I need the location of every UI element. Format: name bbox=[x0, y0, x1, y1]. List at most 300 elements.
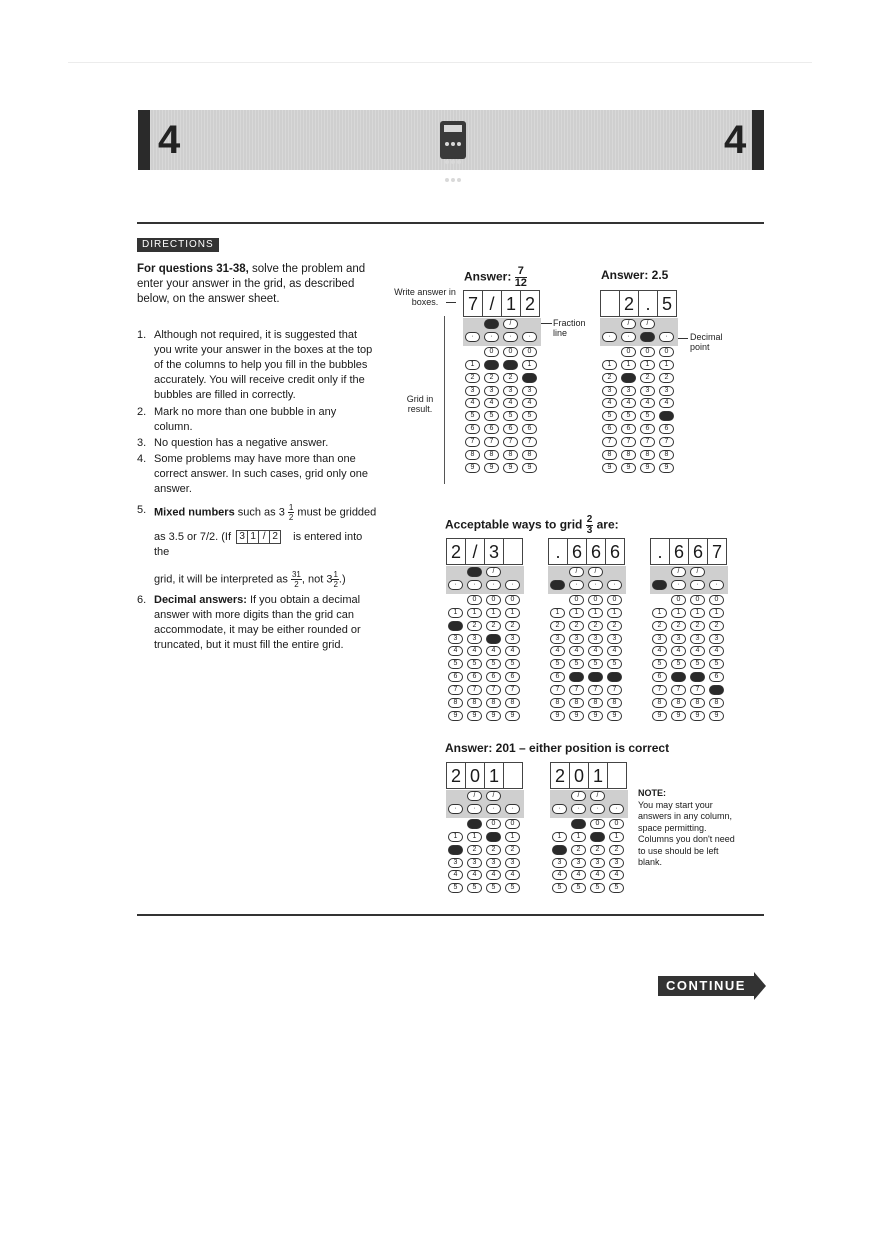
digit-bubble-6[interactable]: 6 bbox=[659, 424, 674, 434]
digit-bubble-3[interactable]: 3 bbox=[505, 634, 520, 644]
digit-bubble-8[interactable]: 8 bbox=[448, 698, 463, 708]
digit-bubble-6[interactable]: 6 bbox=[467, 672, 482, 682]
digit-bubble-6[interactable]: 6 bbox=[652, 672, 667, 682]
decimal-bubble[interactable]: · bbox=[569, 580, 584, 590]
digit-bubble-1[interactable]: 1 bbox=[690, 608, 705, 618]
digit-bubble-2[interactable]: 2 bbox=[671, 621, 686, 631]
digit-bubble-9[interactable]: 9 bbox=[467, 711, 482, 721]
digit-bubble-9[interactable]: 9 bbox=[607, 711, 622, 721]
digit-bubble-1[interactable]: 1 bbox=[550, 608, 565, 618]
digit-bubble-3[interactable]: 3 bbox=[621, 386, 636, 396]
digit-bubble-9[interactable]: 9 bbox=[602, 463, 617, 473]
digit-bubble-5[interactable]: 5 bbox=[522, 411, 537, 421]
digit-bubble-5[interactable]: 5 bbox=[588, 659, 603, 669]
digit-bubble-0[interactable]: 0 bbox=[590, 819, 605, 829]
digit-bubble-4[interactable]: 4 bbox=[588, 646, 603, 656]
write-answer-label: Write answer in boxes. bbox=[394, 287, 456, 307]
acceptable-heading bbox=[445, 515, 619, 536]
digit-bubble-7[interactable]: 7 bbox=[465, 437, 480, 447]
digit-bubble-5[interactable]: 5 bbox=[659, 411, 674, 421]
slash-bubble[interactable]: / bbox=[590, 791, 605, 801]
slash-bubble[interactable]: / bbox=[486, 791, 501, 801]
digit-bubble-5[interactable]: 5 bbox=[621, 411, 636, 421]
digit-bubble-2[interactable]: 2 bbox=[640, 373, 655, 383]
slash-bubble[interactable]: / bbox=[467, 567, 482, 577]
decimal-bubble[interactable]: · bbox=[621, 332, 636, 342]
mini-box: / bbox=[258, 530, 270, 544]
digit-bubble-1[interactable]: 1 bbox=[569, 608, 584, 618]
digit-bubble-3[interactable]: 3 bbox=[590, 858, 605, 868]
digit-bubble-6[interactable]: 6 bbox=[465, 424, 480, 434]
digit-bubble-6[interactable]: 6 bbox=[621, 424, 636, 434]
digit-bubble-4[interactable]: 4 bbox=[465, 398, 480, 408]
digit-bubble-4[interactable]: 4 bbox=[607, 646, 622, 656]
digit-bubble-2[interactable]: 2 bbox=[571, 845, 586, 855]
answer-box: 6 bbox=[586, 538, 606, 565]
digit-bubble-5[interactable]: 5 bbox=[486, 659, 501, 669]
digit-bubble-2[interactable]: 2 bbox=[602, 373, 617, 383]
digit-bubble-8[interactable]: 8 bbox=[659, 450, 674, 460]
digit-bubble-2[interactable]: 2 bbox=[588, 621, 603, 631]
digit-bubble-1[interactable]: 1 bbox=[522, 360, 537, 370]
answer-box: 6 bbox=[605, 538, 625, 565]
digit-bubble-6[interactable]: 6 bbox=[671, 672, 686, 682]
digit-bubble-9[interactable]: 9 bbox=[522, 463, 537, 473]
decimal-bubble[interactable]: · bbox=[607, 580, 622, 590]
digit-bubble-7[interactable]: 7 bbox=[486, 685, 501, 695]
decimal-bubble[interactable]: · bbox=[709, 580, 724, 590]
digit-bubble-1[interactable]: 1 bbox=[588, 608, 603, 618]
digit-bubble-4[interactable]: 4 bbox=[609, 870, 624, 880]
digit-bubble-2[interactable]: 2 bbox=[505, 845, 520, 855]
digit-bubble-4[interactable]: 4 bbox=[484, 398, 499, 408]
digit-bubble-2[interactable]: 2 bbox=[467, 845, 482, 855]
digit-bubble-3[interactable]: 3 bbox=[503, 386, 518, 396]
decimal-bubble[interactable]: · bbox=[640, 332, 655, 342]
digit-bubble-7[interactable]: 7 bbox=[503, 437, 518, 447]
digit-bubble-3[interactable]: 3 bbox=[486, 634, 501, 644]
digit-bubble-4[interactable]: 4 bbox=[659, 398, 674, 408]
digit-bubble-1[interactable]: 1 bbox=[671, 608, 686, 618]
digit-bubble-9[interactable]: 9 bbox=[484, 463, 499, 473]
digit-bubble-6[interactable]: 6 bbox=[484, 424, 499, 434]
digit-bubble-7[interactable]: 7 bbox=[505, 685, 520, 695]
digit-bubble-5[interactable]: 5 bbox=[709, 659, 724, 669]
digit-bubble-3[interactable]: 3 bbox=[550, 634, 565, 644]
digit-bubble-3[interactable]: 3 bbox=[484, 386, 499, 396]
digit-bubble-4[interactable]: 4 bbox=[709, 646, 724, 656]
digit-bubble-8[interactable]: 8 bbox=[503, 450, 518, 460]
digit-bubble-0[interactable]: 0 bbox=[505, 595, 520, 605]
decimal-bubble[interactable]: · bbox=[652, 580, 667, 590]
digit-bubble-5[interactable]: 5 bbox=[640, 411, 655, 421]
digit-bubble-3[interactable]: 3 bbox=[640, 386, 655, 396]
digit-bubble-0[interactable]: 0 bbox=[640, 347, 655, 357]
decimal-bubble[interactable]: · bbox=[590, 804, 605, 814]
digit-bubble-2[interactable]: 2 bbox=[569, 621, 584, 631]
digit-bubble-2[interactable]: 2 bbox=[486, 621, 501, 631]
digit-bubble-5[interactable]: 5 bbox=[448, 659, 463, 669]
digit-bubble-6[interactable]: 6 bbox=[640, 424, 655, 434]
digit-bubble-9[interactable]: 9 bbox=[671, 711, 686, 721]
digit-bubble-4[interactable]: 4 bbox=[690, 646, 705, 656]
digit-bubble-7[interactable]: 7 bbox=[569, 685, 584, 695]
digit-bubble-6[interactable]: 6 bbox=[569, 672, 584, 682]
digit-bubble-0[interactable]: 0 bbox=[486, 595, 501, 605]
digit-bubble-5[interactable]: 5 bbox=[465, 411, 480, 421]
digit-bubble-7[interactable]: 7 bbox=[709, 685, 724, 695]
digit-bubble-1[interactable]: 1 bbox=[503, 360, 518, 370]
digit-bubble-2[interactable]: 2 bbox=[621, 373, 636, 383]
digit-bubble-8[interactable]: 8 bbox=[550, 698, 565, 708]
digit-bubble-7[interactable]: 7 bbox=[448, 685, 463, 695]
decimal-bubble[interactable]: · bbox=[522, 332, 537, 342]
digit-bubble-4[interactable]: 4 bbox=[640, 398, 655, 408]
slash-bubble[interactable]: / bbox=[503, 319, 518, 329]
digit-bubble-6[interactable]: 6 bbox=[522, 424, 537, 434]
digit-bubble-8[interactable]: 8 bbox=[652, 698, 667, 708]
digit-bubble-5[interactable]: 5 bbox=[671, 659, 686, 669]
digit-bubble-2[interactable]: 2 bbox=[484, 373, 499, 383]
digit-bubble-0[interactable]: 0 bbox=[690, 595, 705, 605]
list-item bbox=[137, 328, 377, 403]
digit-bubble-3[interactable]: 3 bbox=[588, 634, 603, 644]
digit-bubble-2[interactable]: 2 bbox=[505, 621, 520, 631]
digit-bubble-9[interactable]: 9 bbox=[569, 711, 584, 721]
digit-bubble-1[interactable]: 1 bbox=[640, 360, 655, 370]
digit-bubble-2[interactable]: 2 bbox=[465, 373, 480, 383]
digit-bubble-3[interactable]: 3 bbox=[671, 634, 686, 644]
bottom-divider bbox=[137, 914, 764, 916]
digit-bubble-2[interactable]: 2 bbox=[503, 373, 518, 383]
digit-bubble-4[interactable]: 4 bbox=[503, 398, 518, 408]
digit-bubble-8[interactable]: 8 bbox=[522, 450, 537, 460]
digit-bubble-9[interactable]: 9 bbox=[659, 463, 674, 473]
item-number: 3. bbox=[137, 437, 147, 449]
digit-bubble-5[interactable]: 5 bbox=[505, 883, 520, 893]
digit-bubble-6[interactable]: 6 bbox=[588, 672, 603, 682]
decimal-bubble[interactable]: · bbox=[571, 804, 586, 814]
digit-bubble-1[interactable]: 1 bbox=[607, 608, 622, 618]
digit-bubble-0[interactable]: 0 bbox=[607, 595, 622, 605]
digit-bubble-2[interactable]: 2 bbox=[590, 845, 605, 855]
digit-bubble-2[interactable]: 2 bbox=[659, 373, 674, 383]
digit-bubble-5[interactable]: 5 bbox=[602, 411, 617, 421]
slash-bubble[interactable]: / bbox=[571, 791, 586, 801]
decimal-bubble[interactable]: · bbox=[690, 580, 705, 590]
decimal-bubble[interactable]: · bbox=[602, 332, 617, 342]
digit-bubble-3[interactable]: 3 bbox=[448, 634, 463, 644]
digit-bubble-2[interactable]: 2 bbox=[550, 621, 565, 631]
digit-bubble-9[interactable]: 9 bbox=[640, 463, 655, 473]
digit-bubble-1[interactable]: 1 bbox=[505, 832, 520, 842]
decimal-bubble[interactable]: · bbox=[552, 804, 567, 814]
digit-bubble-0[interactable]: 0 bbox=[621, 347, 636, 357]
digit-bubble-3[interactable]: 3 bbox=[522, 386, 537, 396]
decimal-bubble[interactable]: · bbox=[609, 804, 624, 814]
digit-bubble-2[interactable]: 2 bbox=[690, 621, 705, 631]
digit-bubble-0[interactable]: 0 bbox=[588, 595, 603, 605]
digit-bubble-1[interactable]: 1 bbox=[609, 832, 624, 842]
digit-bubble-4[interactable]: 4 bbox=[671, 646, 686, 656]
answer-7-12-heading bbox=[464, 266, 527, 289]
slash-bubble[interactable]: / bbox=[640, 319, 655, 329]
digit-bubble-1[interactable]: 1 bbox=[602, 360, 617, 370]
digit-bubble-5[interactable]: 5 bbox=[467, 883, 482, 893]
digit-bubble-6[interactable]: 6 bbox=[690, 672, 705, 682]
digit-bubble-7[interactable]: 7 bbox=[659, 437, 674, 447]
digit-bubble-4[interactable]: 4 bbox=[486, 646, 501, 656]
digit-bubble-8[interactable]: 8 bbox=[671, 698, 686, 708]
digit-bubble-7[interactable]: 7 bbox=[690, 685, 705, 695]
digit-bubble-0[interactable]: 0 bbox=[467, 595, 482, 605]
digit-bubble-0[interactable]: 0 bbox=[522, 347, 537, 357]
digit-bubble-8[interactable]: 8 bbox=[621, 450, 636, 460]
digit-bubble-1[interactable]: 1 bbox=[465, 360, 480, 370]
digit-bubble-9[interactable]: 9 bbox=[621, 463, 636, 473]
digit-bubble-1[interactable]: 1 bbox=[552, 832, 567, 842]
digit-bubble-2[interactable]: 2 bbox=[522, 373, 537, 383]
digit-bubble-0[interactable]: 0 bbox=[609, 819, 624, 829]
digit-bubble-4[interactable]: 4 bbox=[448, 870, 463, 880]
digit-bubble-8[interactable]: 8 bbox=[640, 450, 655, 460]
digit-bubble-3[interactable]: 3 bbox=[465, 386, 480, 396]
digit-bubble-0[interactable]: 0 bbox=[467, 819, 482, 829]
digit-bubble-7[interactable]: 7 bbox=[522, 437, 537, 447]
slash-bubble[interactable]: / bbox=[467, 791, 482, 801]
digit-bubble-2[interactable]: 2 bbox=[607, 621, 622, 631]
digit-bubble-0[interactable]: 0 bbox=[569, 595, 584, 605]
digit-bubble-6[interactable]: 6 bbox=[503, 424, 518, 434]
digit-bubble-2[interactable]: 2 bbox=[552, 845, 567, 855]
digit-bubble-9[interactable]: 9 bbox=[709, 711, 724, 721]
digit-bubble-2[interactable]: 2 bbox=[709, 621, 724, 631]
decimal-bubble[interactable]: · bbox=[588, 580, 603, 590]
digit-bubble-3[interactable]: 3 bbox=[607, 634, 622, 644]
lead-text: solve the problem and enter your answer in the grid, as described below, on the answer sheet. bbox=[137, 263, 366, 305]
digit-bubble-4[interactable]: 4 bbox=[571, 870, 586, 880]
digit-bubble-9[interactable]: 9 bbox=[503, 463, 518, 473]
digit-bubble-9[interactable]: 9 bbox=[505, 711, 520, 721]
digit-bubble-4[interactable]: 4 bbox=[569, 646, 584, 656]
answer-201-heading: Answer: 201 – either position is correct bbox=[445, 741, 670, 755]
digit-bubble-6[interactable]: 6 bbox=[550, 672, 565, 682]
digit-bubble-6[interactable]: 6 bbox=[505, 672, 520, 682]
digit-bubble-0[interactable]: 0 bbox=[709, 595, 724, 605]
digit-bubble-8[interactable]: 8 bbox=[607, 698, 622, 708]
digit-bubble-7[interactable]: 7 bbox=[484, 437, 499, 447]
digit-bubble-7[interactable]: 7 bbox=[467, 685, 482, 695]
digit-bubble-8[interactable]: 8 bbox=[486, 698, 501, 708]
digit-bubble-5[interactable]: 5 bbox=[607, 659, 622, 669]
digit-bubble-1[interactable]: 1 bbox=[467, 832, 482, 842]
digit-bubble-1[interactable]: 1 bbox=[590, 832, 605, 842]
answer-box: 2 bbox=[446, 538, 466, 565]
digit-bubble-3[interactable]: 3 bbox=[467, 634, 482, 644]
digit-bubble-5[interactable]: 5 bbox=[484, 411, 499, 421]
digit-bubble-3[interactable]: 3 bbox=[690, 634, 705, 644]
digit-bubble-1[interactable]: 1 bbox=[484, 360, 499, 370]
digit-bubble-3[interactable]: 3 bbox=[609, 858, 624, 868]
decimal-bubble[interactable]: · bbox=[550, 580, 565, 590]
digit-bubble-5[interactable]: 5 bbox=[652, 659, 667, 669]
digit-bubble-8[interactable]: 8 bbox=[484, 450, 499, 460]
decimal-bubble[interactable]: · bbox=[448, 804, 463, 814]
digit-bubble-3[interactable]: 3 bbox=[486, 858, 501, 868]
digit-bubble-4[interactable]: 4 bbox=[486, 870, 501, 880]
digit-bubble-4[interactable]: 4 bbox=[552, 870, 567, 880]
digit-bubble-8[interactable]: 8 bbox=[465, 450, 480, 460]
mixed-t8: .) bbox=[338, 573, 346, 586]
digit-bubble-7[interactable]: 7 bbox=[607, 685, 622, 695]
digit-bubble-4[interactable]: 4 bbox=[652, 646, 667, 656]
digit-bubble-2[interactable]: 2 bbox=[448, 621, 463, 631]
continue-button[interactable]: CONTINUE bbox=[658, 976, 754, 996]
digit-bubble-7[interactable]: 7 bbox=[652, 685, 667, 695]
digit-bubble-5[interactable]: 5 bbox=[552, 883, 567, 893]
decimal-bubble[interactable]: · bbox=[659, 332, 674, 342]
decimal-bubble[interactable]: · bbox=[448, 580, 463, 590]
digit-bubble-9[interactable]: 9 bbox=[486, 711, 501, 721]
digit-bubble-2[interactable]: 2 bbox=[609, 845, 624, 855]
digit-bubble-5[interactable]: 5 bbox=[486, 883, 501, 893]
digit-bubble-6[interactable]: 6 bbox=[709, 672, 724, 682]
digit-bubble-3[interactable]: 3 bbox=[569, 634, 584, 644]
decimal-bubble[interactable]: · bbox=[505, 804, 520, 814]
digit-bubble-4[interactable]: 4 bbox=[505, 870, 520, 880]
digit-bubble-8[interactable]: 8 bbox=[588, 698, 603, 708]
digit-bubble-1[interactable]: 1 bbox=[505, 608, 520, 618]
digit-bubble-1[interactable]: 1 bbox=[659, 360, 674, 370]
digit-bubble-5[interactable]: 5 bbox=[503, 411, 518, 421]
digit-bubble-9[interactable]: 9 bbox=[448, 711, 463, 721]
digit-bubble-3[interactable]: 3 bbox=[505, 858, 520, 868]
digit-bubble-0[interactable]: 0 bbox=[486, 819, 501, 829]
digit-bubble-7[interactable]: 7 bbox=[640, 437, 655, 447]
digit-bubble-9[interactable]: 9 bbox=[550, 711, 565, 721]
slash-bubble[interactable]: / bbox=[486, 567, 501, 577]
digit-bubble-7[interactable]: 7 bbox=[550, 685, 565, 695]
digit-bubble-7[interactable]: 7 bbox=[602, 437, 617, 447]
digit-bubble-8[interactable]: 8 bbox=[467, 698, 482, 708]
decimal-bubble[interactable]: · bbox=[486, 580, 501, 590]
digit-bubble-4[interactable]: 4 bbox=[621, 398, 636, 408]
digit-bubble-1[interactable]: 1 bbox=[486, 608, 501, 618]
decimal-bubble[interactable]: · bbox=[505, 580, 520, 590]
digit-bubble-4[interactable]: 4 bbox=[467, 646, 482, 656]
digit-bubble-8[interactable]: 8 bbox=[709, 698, 724, 708]
digit-bubble-8[interactable]: 8 bbox=[569, 698, 584, 708]
digit-bubble-0[interactable]: 0 bbox=[659, 347, 674, 357]
digit-bubble-3[interactable]: 3 bbox=[467, 858, 482, 868]
digit-bubble-6[interactable]: 6 bbox=[607, 672, 622, 682]
digit-bubble-9[interactable]: 9 bbox=[690, 711, 705, 721]
digit-bubble-3[interactable]: 3 bbox=[448, 858, 463, 868]
digit-bubble-3[interactable]: 3 bbox=[552, 858, 567, 868]
decimal-bubble[interactable]: · bbox=[465, 332, 480, 342]
decimal-bubble[interactable]: · bbox=[503, 332, 518, 342]
digit-bubble-5[interactable]: 5 bbox=[467, 659, 482, 669]
digit-bubble-5[interactable]: 5 bbox=[609, 883, 624, 893]
digit-bubble-4[interactable]: 4 bbox=[602, 398, 617, 408]
digit-bubble-9[interactable]: 9 bbox=[588, 711, 603, 721]
digit-bubble-2[interactable]: 2 bbox=[467, 621, 482, 631]
digit-bubble-5[interactable]: 5 bbox=[590, 883, 605, 893]
digit-bubble-2[interactable]: 2 bbox=[448, 845, 463, 855]
digit-bubble-2[interactable]: 2 bbox=[652, 621, 667, 631]
item-text: No question has a negative answer. bbox=[154, 437, 329, 449]
digit-bubble-4[interactable]: 4 bbox=[448, 646, 463, 656]
digit-bubble-1[interactable]: 1 bbox=[448, 832, 463, 842]
digit-bubble-4[interactable]: 4 bbox=[590, 870, 605, 880]
digit-bubble-0[interactable]: 0 bbox=[505, 819, 520, 829]
digit-bubble-3[interactable]: 3 bbox=[659, 386, 674, 396]
digit-bubble-5[interactable]: 5 bbox=[569, 659, 584, 669]
digit-bubble-4[interactable]: 4 bbox=[522, 398, 537, 408]
digit-bubble-7[interactable]: 7 bbox=[671, 685, 686, 695]
digit-bubble-1[interactable]: 1 bbox=[467, 608, 482, 618]
digit-bubble-6[interactable]: 6 bbox=[486, 672, 501, 682]
fraction-31-2 bbox=[291, 570, 302, 589]
digit-bubble-1[interactable]: 1 bbox=[571, 832, 586, 842]
digit-bubble-5[interactable]: 5 bbox=[690, 659, 705, 669]
digit-bubble-5[interactable]: 5 bbox=[505, 659, 520, 669]
digit-bubble-5[interactable]: 5 bbox=[448, 883, 463, 893]
decimal-bubble[interactable]: · bbox=[486, 804, 501, 814]
digit-bubble-9[interactable]: 9 bbox=[465, 463, 480, 473]
digit-bubble-3[interactable]: 3 bbox=[709, 634, 724, 644]
digit-bubble-8[interactable]: 8 bbox=[505, 698, 520, 708]
digit-bubble-8[interactable]: 8 bbox=[690, 698, 705, 708]
digit-bubble-7[interactable]: 7 bbox=[588, 685, 603, 695]
digit-bubble-0[interactable]: 0 bbox=[503, 347, 518, 357]
digit-bubble-4[interactable]: 4 bbox=[505, 646, 520, 656]
digit-bubble-5[interactable]: 5 bbox=[550, 659, 565, 669]
digit-bubble-1[interactable]: 1 bbox=[709, 608, 724, 618]
digit-bubble-8[interactable]: 8 bbox=[602, 450, 617, 460]
slash-bubble[interactable]: / bbox=[484, 319, 499, 329]
slash-bubble[interactable]: / bbox=[671, 567, 686, 577]
digit-bubble-1[interactable]: 1 bbox=[448, 608, 463, 618]
slash-bubble[interactable]: / bbox=[690, 567, 705, 577]
decimal-bubble[interactable]: · bbox=[671, 580, 686, 590]
digit-bubble-3[interactable]: 3 bbox=[571, 858, 586, 868]
digit-bubble-0[interactable]: 0 bbox=[571, 819, 586, 829]
slash-bubble[interactable]: / bbox=[569, 567, 584, 577]
digit-bubble-4[interactable]: 4 bbox=[550, 646, 565, 656]
digit-bubble-0[interactable]: 0 bbox=[484, 347, 499, 357]
digit-bubble-1[interactable]: 1 bbox=[652, 608, 667, 618]
digit-bubble-7[interactable]: 7 bbox=[621, 437, 636, 447]
decimal-bubble[interactable]: · bbox=[484, 332, 499, 342]
digit-bubble-9[interactable]: 9 bbox=[652, 711, 667, 721]
decimal-bubble[interactable]: · bbox=[467, 804, 482, 814]
digit-bubble-6[interactable]: 6 bbox=[602, 424, 617, 434]
digit-bubble-6[interactable]: 6 bbox=[448, 672, 463, 682]
directions-label: DIRECTIONS bbox=[137, 238, 219, 252]
digit-bubble-3[interactable]: 3 bbox=[602, 386, 617, 396]
digit-bubble-0[interactable]: 0 bbox=[671, 595, 686, 605]
digit-bubble-3[interactable]: 3 bbox=[652, 634, 667, 644]
decimal-bubble[interactable]: · bbox=[467, 580, 482, 590]
slash-bubble[interactable]: / bbox=[621, 319, 636, 329]
digit-bubble-1[interactable]: 1 bbox=[486, 832, 501, 842]
digit-bubble-4[interactable]: 4 bbox=[467, 870, 482, 880]
slash-bubble[interactable]: / bbox=[588, 567, 603, 577]
digit-bubble-1[interactable]: 1 bbox=[621, 360, 636, 370]
digit-bubble-5[interactable]: 5 bbox=[571, 883, 586, 893]
digit-bubble-2[interactable]: 2 bbox=[486, 845, 501, 855]
